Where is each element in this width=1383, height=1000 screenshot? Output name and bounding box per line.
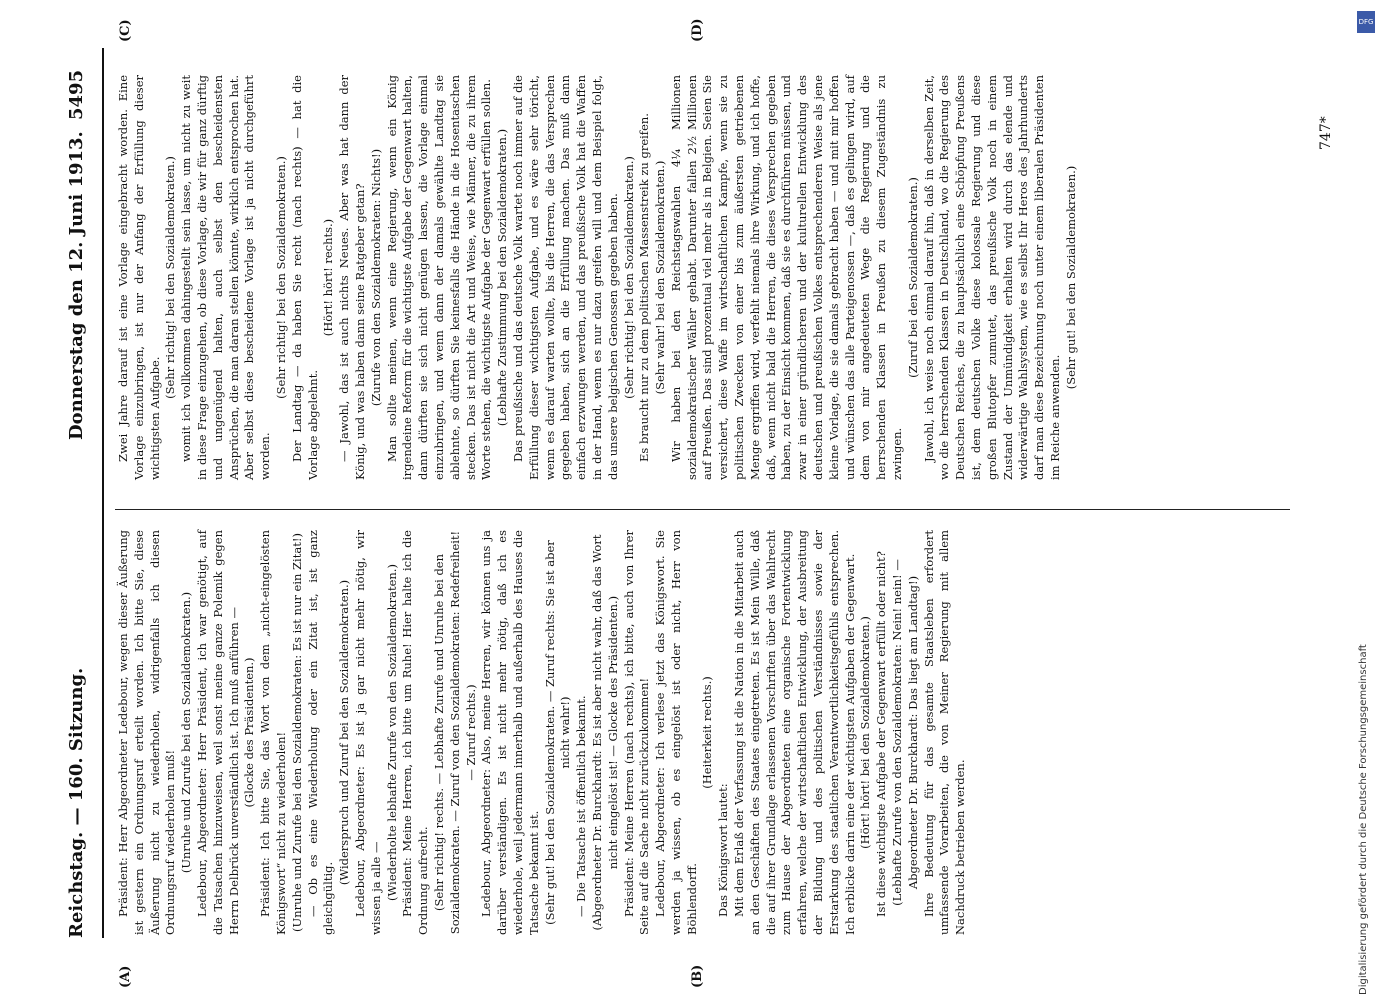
interjection: (Lebhafte Zustimmung bei den Sozialdemokraten.) [495,128,510,427]
interjection: (Sehr gut! bei den Sozialdemokraten. — Zuruf rechts: Sie ist aber nicht wahr!) [542,540,573,925]
left-column [116,530,969,935]
interjection: (Sehr richtig! rechts. — Lebhafte Zurufe und Unruhe bei den Sozialdemokraten. — Zuruf von den Sozialdemokraten: Redefreiheit! — Zuruf rechts.) [431,530,478,935]
interjection: (Widerspruch und Zuruf bei den Sozialdemokraten.) [337,579,352,886]
margin-d: (D) [690,18,705,42]
interjection: (Glocke des Präsidenten.) [242,657,257,808]
paragraph: womit ich vollkommen dahingestellt sein lasse, um nicht zu weit in diese Frage einzugehen, ob diese Vorlage, die wir für ganz dürftig und ungenügend halten, auch selbst den bescheidensten Ansprüchen, die man daran stellen könnte, wirklich entsprochen hat. Aber selbst diese bescheidene Vorlage ist ja nicht durchgeführt worden. [179,75,273,480]
paragraph: Ihre Bedeutung für das gesamte Staatsleben erfordert umfassende Vorarbeiten, die von Meiner Regierung mit allem Nachdruck betrieben werden. [921,530,968,935]
interjection: (Wiederholte lebhafte Zurufe von den Sozialdemokraten.) [384,564,399,901]
paragraph: Man sollte meinen, wenn eine Regierung, wenn ein König irgendeine Reform für die wichtigste Aufgabe der Gegenwart halten, dann dürften sie sich nicht genügen lassen, die Vorlage einmal einzubringen, und wenn dann der damals gewählte Landtag sie ablehnte, so dürften Sie keinesfalls die Hände in die Hosentaschen stecken. Das ist nicht die Art und Weise, wie Männer, die zu ihrem Worte stehen, die wichtigste Aufgabe der Gegenwart erfüllen sollen. [384,75,494,480]
paragraph: Ist diese wichtigste Aufgabe der Gegenwart erfüllt oder nicht? [874,551,889,917]
paragraph: Zwei Jahre darauf ist eine Vorlage eingebracht worden. Eine Vorlage einzubringen, ist nur der Anfang der Erfüllung dieser wichtigsten Aufgabe. [116,75,162,480]
header-center: Donnerstag den 12. Juni 1913. [66,131,87,440]
paragraph: Der Landtag — da haben Sie recht (nach rechts) — hat die Vorlage abgelehnt. [289,75,320,480]
paragraph: Präsident: Herr Abgeordneter Ledebour, wegen dieser Äußerung ist gestern ein Ordnungsruf erteilt worden. Ich bitte Sie, diese Äußerung nicht zu wiederholen, widrigenfalls ich diesen Ordnungsruf wiederholen muß! [116,530,178,935]
dfg-logo: DFG [1357,11,1375,33]
interjection: (Sehr wahr! bei den Sozialdemokraten.) [653,160,668,395]
margin-a: (A) [118,965,133,988]
interjection: (Unruhe und Zurufe bei den Sozialdemokraten.) [179,591,194,874]
interjection: (Sehr richtig! bei den Sozialdemokraten.) [163,156,178,399]
paragraph: Mit dem Erlaß der Verfassung ist die Nation in die Mitarbeit auch an den Geschäften des Staates eingetreten. Es ist Mein Wille, daß die auf ihrer Grundlage erlassenen Vorschriften über das Wahlrecht zum Hause der Abgeordneten eine organische Fortentwicklung erfahren, welche der wirtschaftlichen Entwicklung, der Ausbreitung der Bildung und des politischen Verständnisses sowie der Erstarkung des staatlichen Verantwortlichkeitsgefühls entsprechen. Ich erblicke darin eine der wichtigsten Aufgaben der Gegenwart. [732,530,857,935]
paragraph: Präsident: Ich bitte Sie, das Wort von dem „nicht-eingelösten Königswort“ nicht zu wiederholen! [258,530,288,935]
paragraph: — Jawohl, das ist auch nichts Neues. Aber was hat dann der König, und was haben dann seine Ratgeber getan? [337,75,367,480]
paragraph: — Die Tatsache ist öffentlich bekannt. [574,695,589,917]
column-divider [115,509,1290,510]
footer-note: 747* [1318,116,1334,150]
right-column [116,75,1080,480]
margin-c: (C) [118,19,133,42]
paragraph: Ledebour, Abgeordneter: Ich verlese jetzt das Königswort. Sie werden ja wissen, ob es eingelöst ist oder nicht, Herr von Böhlendorff. [653,530,699,935]
interjection: (Heiterkeit rechts.) [700,676,715,789]
paragraph: — Ob es eine Wiederholung oder ein Zitat ist, ist ganz gleichgültig. [305,530,336,935]
paragraph: Jawohl, ich weise noch einmal darauf hin, daß in derselben Zeit, wo die herrschenden Klassen in Deutschland, wo die Regierung des Deutschen Reiches, die zu hauptsächlich eine Schöpfung Preußens ist, dem deutschen Volke diese kolossale Regierung und diese großen Blutopfer zumutet, das preußische Volk noch in einem Zustand der Unmündigkeit erhalten wird durch das elende und widerwärtige Wahlsystem, wie es selbst Ihr Heros des Jahrhunderts darf man diese Bezeichnung noch unter einem liberalen Präsidenten im Reiche anwenden. [921,75,1063,480]
header-rule [102,48,104,938]
interjection: (Zurufe von den Sozialdemokraten: Nichts!) [368,148,383,407]
paragraph: Ledebour, Abgeordneter: Es ist ja gar nicht mehr nötig, wir wissen ja alle — [352,530,383,935]
paragraph: Präsident: Meine Herren (nach rechts), ich bitte, auch von Ihrer Seite auf die Sache nicht zurückzukommen! [621,530,652,935]
paragraph: Wir haben bei den Reichstagswahlen 4¼ Millionen sozialdemokratischer Wähler gehabt. Darunter fallen 2½ Millionen auf Preußen. Das sind prozentual viel mehr als in Belgien. Seien Sie versichert, diese Waffe im wirtschaftlichen Kampfe, wenn sie zu politischen Zwecken von einer bis zum äußersten getriebenen Menge ergriffen wird, verfehlt niemals ihre Wirkung, und ich hoffe, daß, wenn nicht bald die Herren, die dieses Versprechen gegeben haben, zu der Einsicht kommen, daß sie es durchführen müssen, und zwar in einer gründlicheren und der kulturellen Entwicklung des deutschen und preußischen Volkes entsprechenderen Weise als jene kleine Vorlage, die sie damals gebracht haben — und mit mir hoffen und wünschen das alle Parteigenossen —, daß es gelingen wird, auf dem von mir angedeuteten Wege die Regierung und die herrschenden Klassen in Preußen zu diesem Zugeständnis zu zwingen. [668,75,905,480]
header-left: Reichstag. — 160. Sitzung. [66,667,87,938]
interjection: (Hört! hört! rechts.) [321,218,336,337]
side-strip [1356,5,1378,999]
interjection: (Lebhafte Zurufe von den Sozialdemokraten: Nein! nein! — Abgeordneter Dr. Burckhardt: Das liegt am Landtag!) [890,559,920,906]
paragraph: Ledebour, Abgeordneter: Herr Präsident, ich war genötigt, auf die Tatsachen hinzuweisen, weil sonst meine ganze Polemik gegen Herrn Delbrück unverständlich ist. Ich muß anführen — [194,530,241,935]
interjection: (Zuruf bei den Sozialdemokraten.) [905,177,920,378]
interjection: (Sehr richtig! bei den Sozialdemokraten.) [273,156,288,399]
page-number: 5495 [66,69,87,120]
paragraph: Ledebour, Abgeordneter: Also, meine Herren, wir können uns ja darüber verständigen. Es ist nicht mehr nötig, daß ich es wiederhole, weil jedermann innerhalb und außerhalb des Hauses die Tatsache bekannt ist. [479,530,541,935]
interjection: (Sehr richtig! bei den Sozialdemokraten.) [621,156,636,399]
interjection: (Unruhe und Zurufe bei den Sozialdemokraten: Es ist nur ein Zitat!) [289,533,304,932]
paragraph: Das Königswort lautet: [716,783,731,917]
interjection: (Abgeordneter Dr. Burckhardt: Es ist aber nicht wahr, daß das Wort nicht eingelöst ist! — Glocke des Präsidenten.) [589,534,620,931]
paragraph: Präsident: Meine Herren, ich bitte um Ruhe! Hier halte ich die Ordnung aufrecht. [400,530,431,935]
interjection: (Hört! hört! bei den Sozialdemokraten.) [858,616,873,849]
paragraph: Das preußische und das deutsche Volk wartet noch immer auf die Erfüllung dieser wichtigsten Aufgabe, und es wäre sehr töricht, wenn es darauf warten wollte, bis die Herren, die das Versprechen gegeben haben, sich an die Erfüllung machen. Das muß dann einfach erzwungen werden, und das preußische Volk hat die Waffen in der Hand, wenn es nur dazu greifen will und dem Beispiel folgt, das unsere belgischen Genossen gegeben haben. [510,75,620,480]
margin-b: (B) [690,964,705,988]
paragraph: Es braucht nur zu dem politischen Massenstreik zu greifen. [637,113,652,462]
side-label: Digitalisierung gefördert durch die Deutsche Forschungsgemeinschaft [1358,644,1369,995]
interjection: (Sehr gut! bei den Sozialdemokraten.) [1063,165,1078,390]
